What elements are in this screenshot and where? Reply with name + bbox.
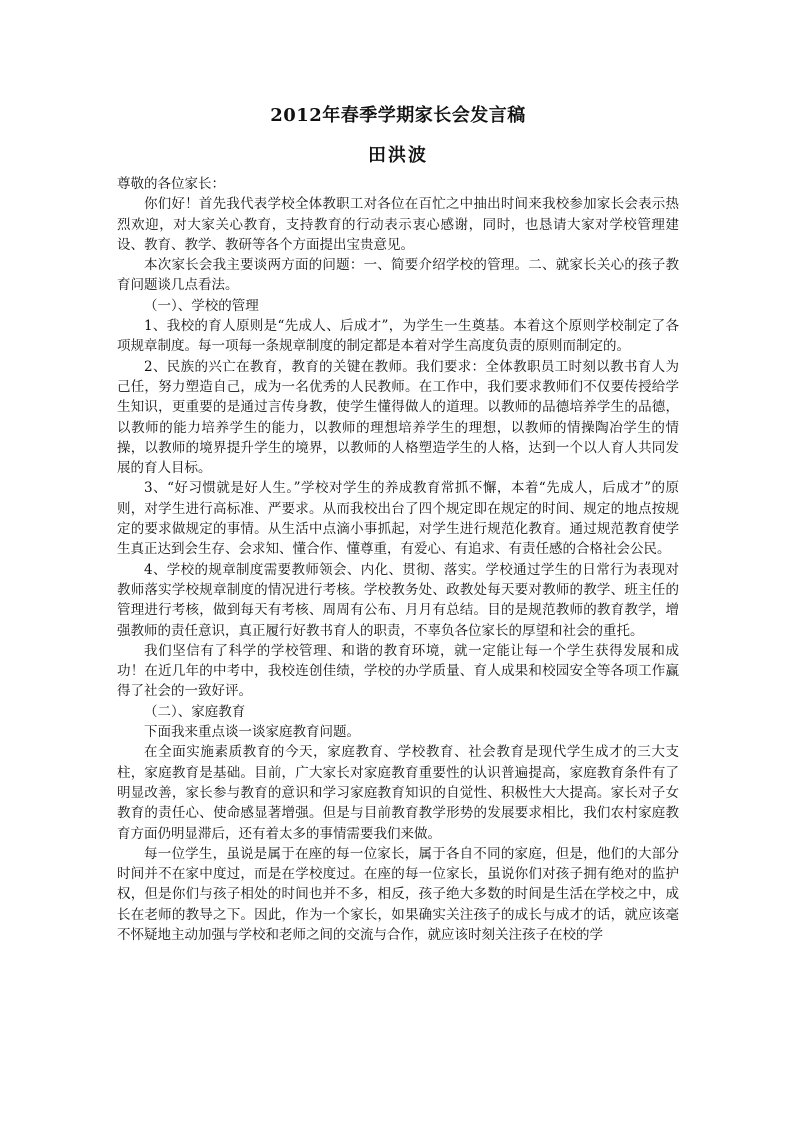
paragraph-point-2: 2、民族的兴亡在教育，教育的关键在教师。我们要求：全体教职员工时刻以教书育人为己任，努力塑造自己，成为一名优秀的人民教师。在工作中，我们要求教师们不仅要传授给学生知识，更重要的是通过言传身教，使学生懂得做人的道理。以教师的品德培养学生的品德，以教师的能力培养学生的能力，以教师的理想培养学生的理想，以教师的情操陶冶学生的情操，以教师的境界提升学生的境界，以教师的人格塑造学生的人格，达到一个以人育人共同发展的育人目标。: [117, 358, 679, 477]
paragraph-point-4: 4、学校的规章制度需要教师领会、内化、贯彻、落实。学校通过学生的日常行为表现对教师落实学校规章制度的情况进行考核。学校教务处、政教处每天要对教师的教学、班主任的管理进行考核，做到每天有考核、周周有公布、月月有总结。目的是规范教师的教育教学，增强教师的责任意识，真正履行好教书育人的职责，不辜负各位家长的厚望和社会的重托。: [117, 561, 679, 639]
paragraph-point-1: 1、我校的育人原则是“先成人、后成才”，为学生一生奠基。本着这个原则学校制定了各项规章制度。每一项每一条规章制度的制定都是本着对学生高度负责的原则而制定的。: [117, 318, 679, 355]
paragraph-family-intro: 下面我来重点谈一谈家庭教育问题。: [144, 724, 360, 741]
salutation: 尊敬的各位家长：: [117, 176, 225, 192]
section-heading-family-education: （二）、家庭教育: [144, 703, 246, 720]
document-page: [117, 104, 679, 945]
paragraph-point-3: 3、“好习惯就是好人生。”学校对学生的养成教育常抓不懈，本着“先成人，后成才”的原则，对学生进行高标准、严要求。从而我校出台了四个规定即在规定的时间、规定的地点按规定的要求做规定的事情。从生活中点滴小事抓起，对学生进行规范化教育。通过规范教育使学生真正达到会生存、会求知、懂合作、懂尊重，有爱心、有追求、有责任感的合格社会公民。: [117, 480, 679, 558]
section-heading-school-management: （一）、学校的管理: [144, 297, 259, 314]
paragraph-belief: 我们坚信有了科学的学校管理、和谐的教育环境，就一定能让每一个学生获得发展和成功！在近几年的中考中，我校连创佳绩，学校的办学质量、育人成果和校园安全等各项工作赢得了社会的一致好评。: [117, 642, 679, 700]
paragraph-greeting: 你们好！首先我代表学校全体教职工对各位在百忙之中抽出时间来我校参加家长会表示热烈欢迎，对大家关心教育，支持教育的行动表示衷心感谢，同时，也恳请大家对学校管理建设、教育、教学、教研等各个方面提出宝贵意见。: [117, 196, 679, 253]
document-author: 田洪波: [368, 145, 428, 166]
paragraph-family-cooperation: 每一位学生，虽说是属于在座的每一位家长，属于各自不同的家庭，但是，他们的大部分时间并不在家中度过，而是在学校度过。在座的每一位家长，虽说你们对孩子拥有绝对的监护权，但是你们与孩子相处的时间也并不多，相反，孩子绝大多数的时间是生活在学校之中，成长在老师的教导之下。因此，作为一个家长，如果确实关注孩子的成长与成才的话，就应该毫不怀疑地主动加强与学校和老师之间的交流与合作，就应该时刻关注孩子在校的学: [117, 845, 679, 943]
paragraph-overview: 本次家长会我主要谈两方面的问题：一、简要介绍学校的管理。二、就家长关心的孩子教育问题谈几点看法。: [117, 257, 679, 294]
document-title: 2012年春季学期家长会发言稿: [270, 105, 526, 126]
paragraph-family-pillars: 在全面实施素质教育的今天，家庭教育、学校教育、社会教育是现代学生成才的三大支柱，家庭教育是基础。目前，广大家长对家庭教育重要性的认识普遍提高，家庭教育条件有了明显改善，家长参与教育的意识和学习家庭教育知识的自觉性、积极性大大提高。家长对子女教育的责任心、使命感显著增强。但是与目前教育教学形势的发展要求相比，我们农村家庭教育方面仍明显滞后，还有着太多的事情需要我们来做。: [117, 744, 679, 842]
